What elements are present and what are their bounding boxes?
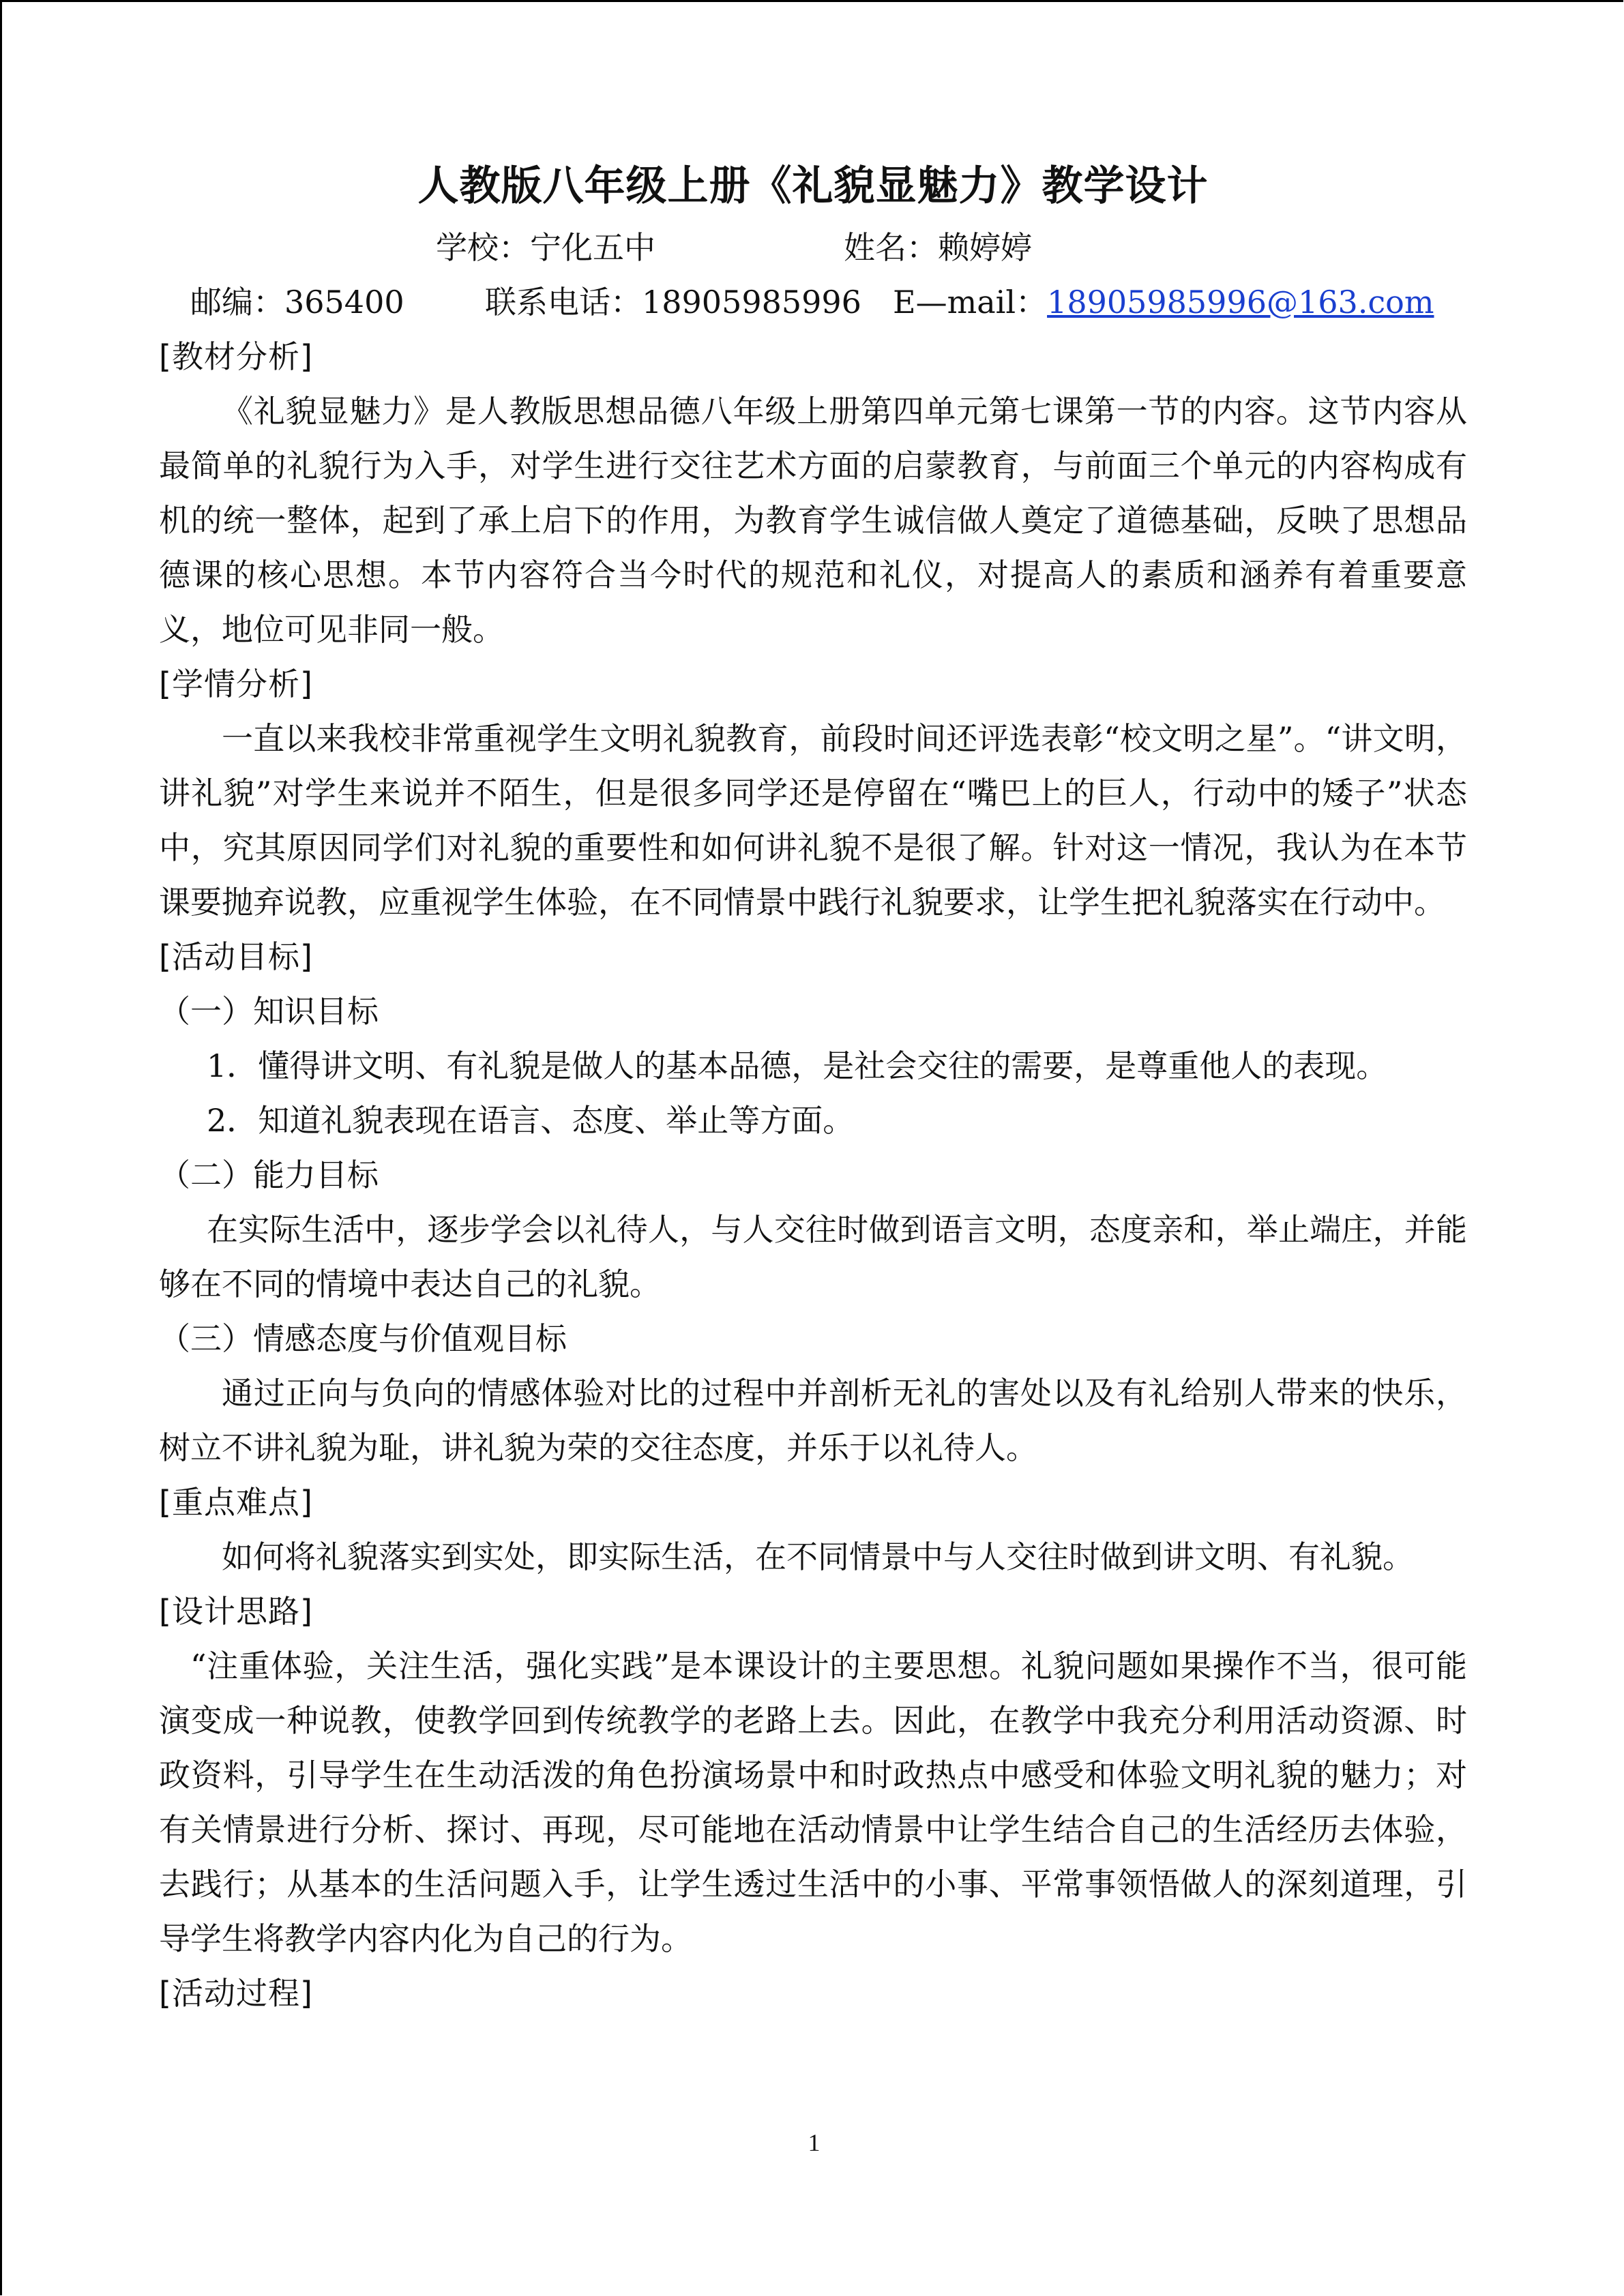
student-analysis-text: 一直以来我校非常重视学生文明礼貌教育，前段时间还评选表彰“校文明之星”。“讲文明，讲礼貌”对学生来说并不陌生，但是很多同学还是停留在“嘴巴上的巨人，行动中的矮子”状态中，究其原因同学们对礼貌的重要性和如何讲礼貌不是很了解。针对这一情况，我认为在本节课要抛弃说教，应重视学生体验，在不同情景中践行礼貌要求，让学生把礼貌落实在行动中。 xyxy=(159,720,1467,921)
email-group xyxy=(893,275,1434,329)
emotion-goal-text: 通过正向与负向的情感体验对比的过程中并剖析无礼的害处以及有礼给别人带来的快乐，树立不讲礼貌为耻，讲礼貌为荣的交往态度，并乐于以礼待人。 xyxy=(159,1375,1467,1466)
postcode: 邮编：365400 xyxy=(190,284,404,320)
page-number: 1 xyxy=(808,2129,821,2156)
email-label: E—mail： xyxy=(893,284,1048,320)
emotion-goal-heading: （三）情感态度与价值观目标 xyxy=(159,1320,567,1357)
school-label: 学校：宁化五中 xyxy=(436,229,655,266)
section-heading-design: [设计思路] xyxy=(159,1593,313,1630)
section-heading-key-points: [重点难点] xyxy=(159,1484,313,1521)
section-heading-textbook: [教材分析] xyxy=(159,338,313,375)
author-name: 姓名：赖婷婷 xyxy=(844,229,1032,266)
knowledge-goal-item-2: 2．知道礼貌表现在语言、态度、举止等方面。 xyxy=(207,1102,855,1139)
textbook-analysis-text: 《礼貌显魅力》是人教版思想品德八年级上册第四单元第七课第一节的内容。这节内容从最简单的礼貌行为入手，对学生进行交往艺术方面的启蒙教育，与前面三个单元的内容构成有机的统一整体，起到了承上启下的作用，为教育学生诚信做人奠定了道德基础，反映了思想品德课的核心思想。本节内容符合当今时代的规范和礼仪，对提高人的素质和涵养有着重要意义，地位可见非同一般。 xyxy=(159,393,1467,648)
knowledge-goal-item-1: 1．懂得讲文明、有礼貌是做人的基本品德，是社会交往的需要，是尊重他人的表现。 xyxy=(207,1047,1388,1084)
section-heading-goals: [活动目标] xyxy=(159,938,313,975)
design-text: “注重体验，关注生活，强化实践”是本课设计的主要思想。礼貌问题如果操作不当，很可能演变成一种说教，使教学回到传统教学的老路上去。因此，在教学中我充分利用活动资源、时政资料，引导学生在生动活泼的角色扮演场景中和时政热点中感受和体验文明礼貌的魅力；对有关情景进行分析、探讨、再现，尽可能地在活动情景中让学生结合自己的生活经历去体验，去践行；从基本的生活问题入手，让学生透过生活中的小事、平常事领悟做人的深刻道理，引导学生将教学内容内化为自己的行为。 xyxy=(159,1648,1467,1957)
email-link[interactable]: 18905985996@163.com xyxy=(1047,284,1434,320)
ability-goal-text: 在实际生活中，逐步学会以礼待人，与人交往时做到语言文明，态度亲和，举止端庄，并能够在不同的情境中表达自己的礼貌。 xyxy=(159,1211,1467,1302)
knowledge-goal-heading: （一）知识目标 xyxy=(159,993,379,1030)
document-content xyxy=(159,152,1467,2021)
phone: 联系电话：18905985996 xyxy=(485,284,861,320)
key-points-text: 如何将礼貌落实到实处，即实际生活，在不同情景中与人交往时做到讲文明、有礼貌。 xyxy=(222,1538,1414,1575)
author-line xyxy=(159,220,1467,275)
ability-goal-heading: （二）能力目标 xyxy=(159,1157,379,1193)
section-heading-process: [活动过程] xyxy=(159,1975,313,2012)
document-title: 人教版八年级上册《礼貌显魅力》教学设计 xyxy=(417,162,1209,210)
contact-line xyxy=(159,275,1467,329)
section-heading-students: [学情分析] xyxy=(159,666,313,702)
